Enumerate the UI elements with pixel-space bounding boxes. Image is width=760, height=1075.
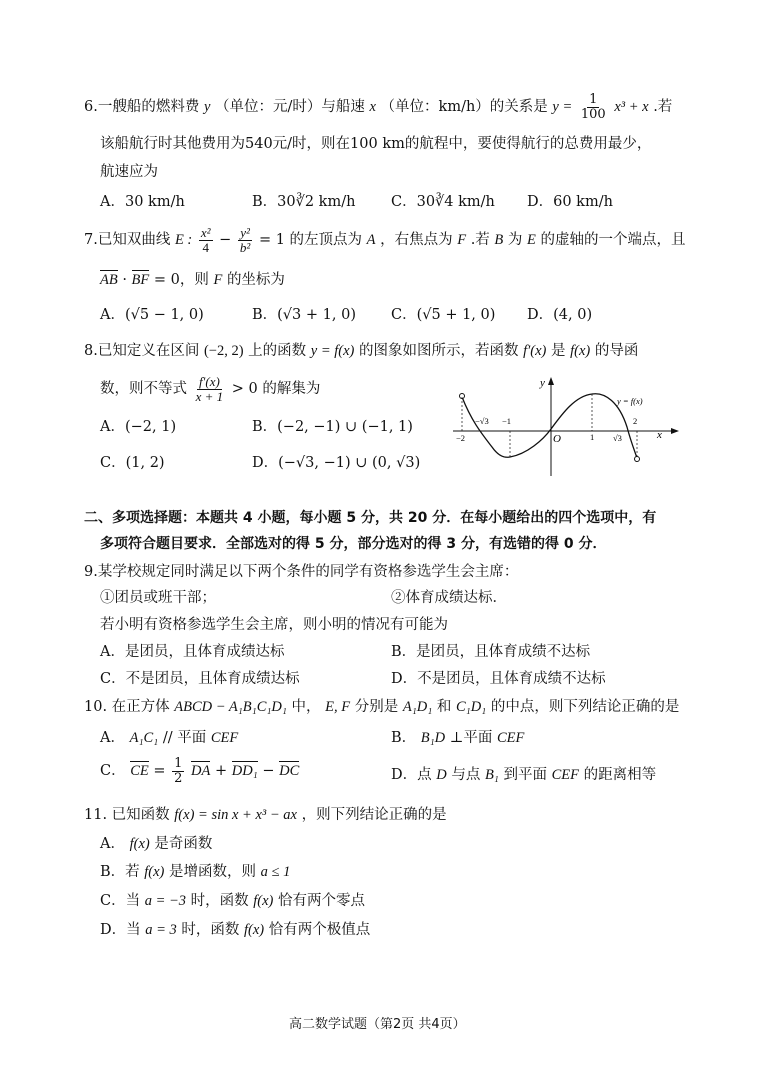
q10-line1 [84,695,679,716]
text: 为 [507,232,523,249]
q10-option-b[interactable] [391,726,524,747]
fraction [199,226,213,254]
text: 时，函数 [190,893,249,909]
text: 11. 已知函数 [84,807,170,823]
var-x: x [369,99,376,116]
text: 8.已知定义在区间 [84,343,200,359]
text: 的坐标为 [226,272,285,288]
text: // 平面 [162,730,207,746]
vector-da: DA [191,763,211,780]
function: f(x) [253,893,274,909]
equals: = 1 [258,232,285,249]
cube-name: ABCD − A₁B₁C₁D₁ [174,699,287,715]
derivative: f′(x) [523,343,547,359]
points-ef: E, F [325,699,351,715]
q9-option-c[interactable]: C．不是团员，且体育成绩达标 [100,671,300,687]
fraction-numerator: 1 [589,92,598,107]
q7-option-a[interactable]: A．(√5 − 1, 0) [100,307,204,323]
q6-line1 [84,93,672,121]
point-d: D [436,767,447,783]
q10-option-d[interactable] [391,763,656,784]
q8-option-a[interactable]: A．(−2, 1) [100,419,177,435]
y-axis-label: y [540,377,545,389]
q8-option-d[interactable]: D．(−√3, −1) ∪ (0, √3) [252,455,421,471]
q11-option-d[interactable] [100,918,370,939]
fraction-denominator: 4 [202,239,209,255]
tick-label: −2 [456,433,466,443]
equals: = 0 [153,272,180,288]
q9-option-d[interactable]: D．不是团员，且体育成绩不达标 [391,671,606,687]
plane: CEF [551,767,579,783]
text: 的中点，则下列结论正确的是 [490,699,680,715]
option-letter: B．若 [100,864,140,880]
text: 到平面 [503,767,547,783]
option-letter: D．点 [391,767,432,783]
text: 数，则不等式 [100,381,187,398]
text: 6.一艘船的燃料费 [84,99,200,116]
q6-option-b[interactable]: B．30∛2 km/h [252,194,356,210]
fraction-denominator: x + 1 [195,388,224,404]
text: 恰有两个零点 [278,893,365,909]
condition: a = −3 [144,893,187,909]
q9-line3: 若小明有资格参选学生会主席，则小明的情况有可能为 [100,617,448,633]
tick-label: √3 [613,433,622,443]
q11-line1 [84,803,447,824]
function-graph [447,372,687,482]
x-axis-label: x [657,429,662,441]
point-b: B [494,232,504,249]
var-y: y [203,99,211,116]
option-letter: A． [100,730,125,746]
q11-option-c[interactable] [100,889,365,910]
text: ，则下列结论正确的是 [301,807,447,823]
origin-label: O [553,433,561,445]
text: 恰有两个极值点 [268,922,371,938]
text: 上的函数 [248,343,307,359]
point-a: A [366,232,376,249]
fraction [194,375,226,403]
q10-option-c[interactable] [100,757,299,785]
text: 时，函数 [181,922,240,938]
inequality: > 0 [231,381,258,398]
q9-option-a[interactable]: A．是团员，且体育成绩达标 [100,644,285,660]
vector-bf: BF [131,272,150,288]
q9-condition-2: ②体育成绩达标． [391,590,507,606]
q8-line2 [100,375,320,403]
option-letter: D．当 [100,922,141,938]
tick-label: −√3 [475,416,489,426]
point-f: F [213,272,223,288]
text: （单位：元/时）与船速 [215,99,365,116]
formula: y = [552,99,573,116]
q6-option-c[interactable]: C．30∛4 km/h [391,194,495,210]
page-footer: 高二数学试题（第2页 共4页） [289,1017,466,1032]
fraction-numerator: x² [200,225,211,240]
text: 的左顶点为 [289,232,363,249]
text: 的导函 [594,343,639,359]
function: y = f(x) [310,343,355,359]
formula: x³ + x [614,99,649,116]
vector-dc: DC [279,763,300,780]
text: 是 [550,343,566,359]
function: f(x) [570,343,591,359]
equals: = [153,763,166,780]
text: 10. 在正方体 [84,699,170,715]
fraction-numerator: 1 [174,756,183,771]
segment: B₁D [420,730,446,746]
y-axis-arrow [548,377,554,385]
text: 的距离相等 [583,767,657,783]
q6-line2: 该船航行时其他费用为540元/时，则在100 km的航程中，要使得航行的总费用最少， [100,136,652,152]
q11-option-b[interactable] [100,860,290,881]
vector-dd1: DD₁ [231,763,258,780]
text: 的解集为 [262,381,321,398]
condition: a = 3 [145,922,177,938]
function: f(x) [144,864,165,880]
q7-option-d[interactable]: D．(4, 0) [527,307,593,323]
q8-line1 [84,339,638,360]
q7-option-c[interactable]: C．(√5 + 1, 0) [391,307,496,323]
section-heading: 二、多项选择题：本题共 4 小题，每小题 5 分，共 20 分．在每小题给出的四个选项中，有 [84,510,657,526]
option-letter: B． [391,730,417,746]
function: f(x) = sin x + x³ − ax [174,807,297,823]
text: 7.已知双曲线 [84,232,171,249]
fraction [579,93,608,121]
condition: a ≤ 1 [260,864,291,880]
fraction-numerator: y² [240,225,250,240]
operator: · [122,272,127,288]
fraction [172,757,184,785]
text: ，则 [179,272,209,288]
q9-condition-1: ①团员或班干部； [100,590,216,606]
q10-option-a[interactable] [100,726,238,747]
segment: A₁C₁ [129,730,159,746]
q7-line1 [84,226,685,254]
vector-ce: CE [130,763,149,780]
q8-option-b[interactable]: B．(−2, −1) ∪ (−1, 1) [252,419,413,435]
operator: + [214,763,228,780]
interval: (−2, 2) [203,343,244,359]
function: f(x) [244,922,265,938]
option-letter: C． [100,763,126,780]
curve-e: E [526,232,536,249]
text: ⊥平面 [449,730,493,746]
point-b1: B₁ [484,767,499,783]
edge-a1d1: A₁D₁ [402,699,433,715]
text: .若 [653,99,673,116]
plane: CEF [497,730,525,746]
fraction [238,226,252,254]
option-letter: A． [100,836,125,852]
q6-option-a[interactable]: A．30 km/h [100,194,185,210]
q7-line2 [100,268,285,289]
x-axis-arrow [671,428,679,434]
q11-option-a[interactable] [100,832,212,853]
operator: − [262,763,275,780]
text: 的虚轴的一个端点，且 [540,232,686,249]
text: 的图象如图所示，若函数 [358,343,519,359]
q6-line3: 航速应为 [100,164,158,180]
text: .若 [470,232,490,249]
function: f(x) [129,836,150,852]
fraction-denominator: b² [239,239,251,255]
q7-option-b[interactable]: B．(√3 + 1, 0) [252,307,356,323]
text: 和 [436,699,452,715]
fraction-numerator: f′(x) [198,374,220,389]
fraction-denominator: 2 [174,770,183,786]
operator: − [219,232,232,249]
edge-c1d1: C₁D₁ [455,699,487,715]
tick-label: −1 [502,416,512,426]
point-f: F [457,232,467,249]
q9-line1: 9.某学校规定同时满足以下两个条件的同学有资格参选学生会主席： [84,564,519,580]
tick-label: 2 [633,416,638,426]
q9-option-b[interactable]: B．是团员，且体育成绩不达标 [391,644,591,660]
plane: CEF [210,730,239,746]
option-letter: C．当 [100,893,141,909]
vector-ab: AB [100,272,118,288]
fraction-denominator: 100 [580,106,606,122]
text: ，右焦点为 [380,232,453,249]
section-heading-cont: 多项符合题目要求．全部选对的得 5 分，部分选对的得 3 分，有选错的得 0 分． [100,536,607,552]
curve-label: y = f(x) [617,396,643,406]
text: 是奇函数 [154,836,213,852]
hyperbola-name: E : [174,232,193,249]
q6-option-d[interactable]: D．60 km/h [527,194,613,210]
text: 与点 [451,767,481,783]
tick-label: 1 [590,432,595,442]
q8-option-c[interactable]: C．(1, 2) [100,455,165,471]
text: （单位：km/h）的关系是 [380,99,548,116]
text: 中， [291,699,321,715]
text: 分别是 [354,699,399,715]
text: 是增函数，则 [169,864,256,880]
